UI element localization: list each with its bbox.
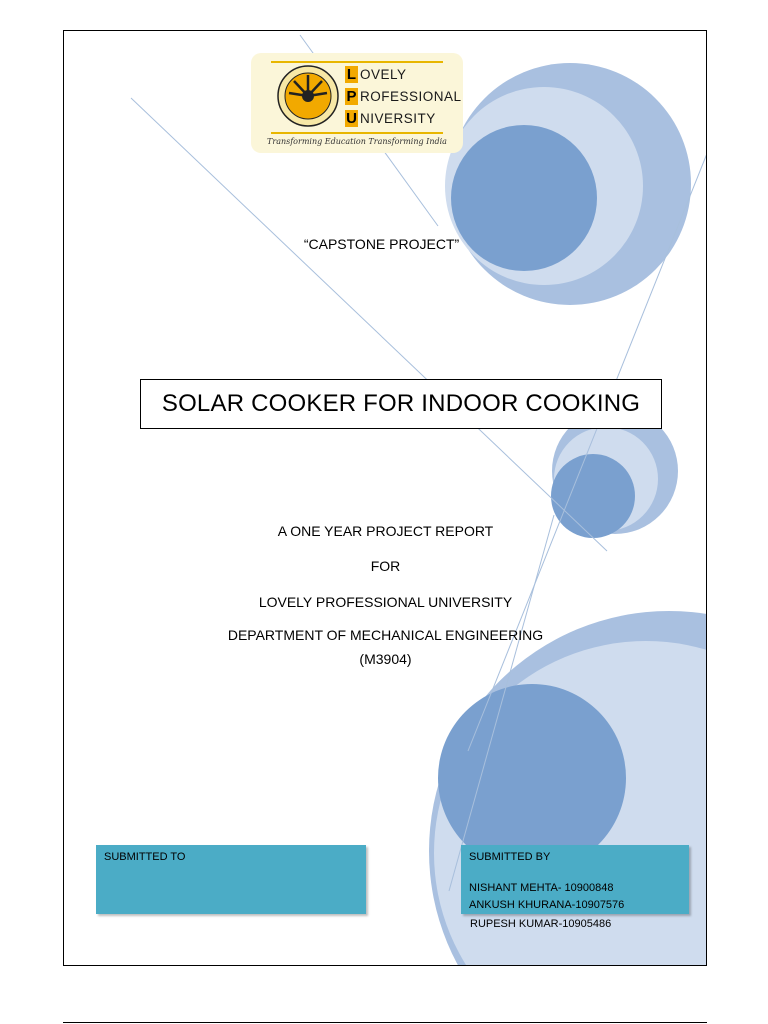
university-seal-icon [277,65,339,127]
logo-line-university [345,107,462,129]
university-logo [251,53,463,153]
logo-word: ROFESSIONAL [360,88,462,104]
submitted-to-label: SUBMITTED TO [104,851,186,863]
logo-initial: U [346,109,357,127]
logo-word: OVELY [360,66,407,82]
department-name: DEPARTMENT OF MECHANICAL ENGINEERING [227,627,544,643]
logo-wordmark [345,63,462,129]
logo-line-lovely [345,63,462,85]
capstone-label: “CAPSTONE PROJECT” [303,236,460,252]
report-line-for: FOR [370,558,401,574]
logo-tagline: Transforming Education Transforming India [267,137,447,146]
course-code: (M3904) [359,651,412,667]
submitted-to-box [96,845,366,914]
cover-page [63,30,707,966]
logo-line-professional [345,85,462,107]
logo-initial: L [346,65,357,83]
report-line-1: A ONE YEAR PROJECT REPORT [277,523,494,539]
title-box [140,379,662,429]
document-title: SOLAR COOKER FOR INDOOR COOKING [161,390,641,417]
decorative-circles [64,31,707,966]
circle-bottom-inner [438,684,626,872]
submitted-by-box [461,845,689,914]
student-name: RUPESH KUMAR-10905486 [470,918,612,930]
student-list [469,880,681,914]
next-page-edge [63,1022,707,1023]
logo-word: NIVERSITY [360,110,436,126]
submitted-by-label: SUBMITTED BY [469,851,551,863]
student-name: NISHANT MEHTA- 10900848 [469,882,614,894]
student-name: ANKUSH KHURANA-10907576 [469,899,625,911]
logo-rule-bottom [271,132,443,134]
logo-initial: P [346,87,357,105]
university-name: LOVELY PROFESSIONAL UNIVERSITY [258,594,513,610]
